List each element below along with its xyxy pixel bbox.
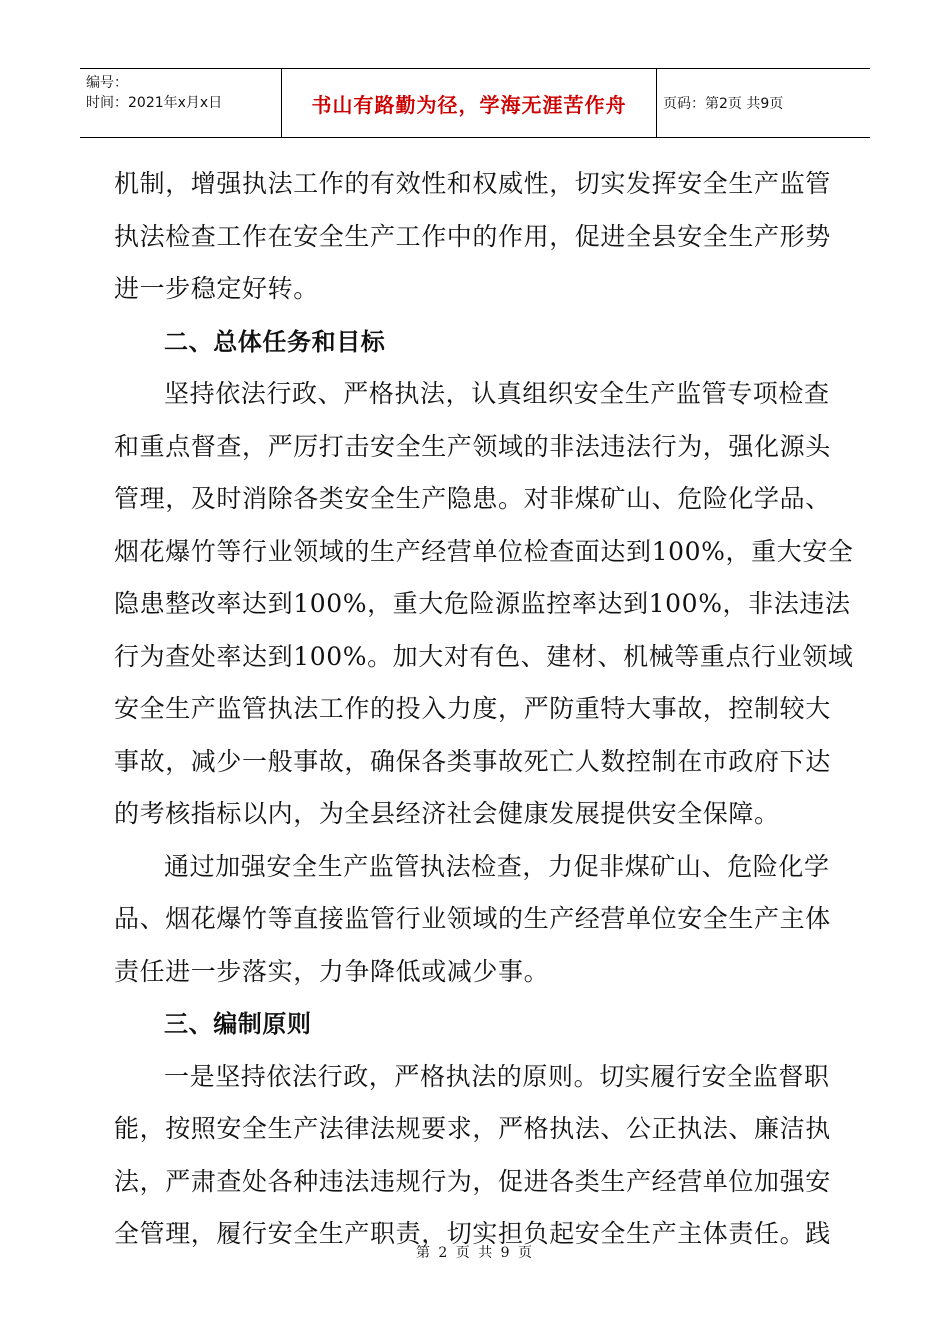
text-line: 行为查处率达到100%。加大对有色、建材、机械等重点行业领域 [114, 641, 854, 671]
text-line: 一是坚持依法行政，严格执法的原则。切实履行安全监督职 [164, 1061, 830, 1091]
header-meta [80, 69, 282, 137]
text-line: 事故，减少一般事故，确保各类事故死亡人数控制在市政府下达 [114, 746, 831, 776]
number-label: 编号： [86, 75, 128, 91]
header-motto: 书山有路勤为径，学海无涯苦作舟 [282, 69, 657, 137]
text-line: 执法检查工作在安全生产工作中的作用，促进全县安全生产形势 [114, 221, 831, 251]
text-line: 进一步稳定好转。 [114, 274, 319, 303]
text-line: 品、烟花爆竹等直接监管行业领域的生产经营单位安全生产主体 [114, 904, 831, 933]
text-line: 和重点督查，严厉打击安全生产领域的非法违法行为，强化源头 [114, 431, 831, 461]
text-line: 法，严肃查处各种违法违规行为，促进各类生产经营单位加强安 [114, 1166, 831, 1196]
text-line: 的考核指标以内，为全县经济社会健康发展提供安全保障。 [114, 799, 780, 828]
document-header [80, 68, 870, 138]
text-line: 机制，增强执法工作的有效性和权威性，切实发挥安全生产监管 [114, 169, 831, 198]
section-heading: 三、编制原则 [164, 1010, 312, 1038]
text-line: 管理，及时消除各类安全生产隐患。对非煤矿山、危险化学品、 [114, 484, 831, 513]
time-label: 时间：2021年x月x日 [86, 95, 223, 111]
text-line: 全管理，履行安全生产职责，切实担负起安全生产主体责任。践 [114, 1219, 831, 1248]
text-line: 坚持依法行政、严格执法，认真组织安全生产监管专项检查 [164, 379, 830, 408]
text-line: 责任进一步落实，力争降低或减少事。 [114, 956, 550, 986]
text-line: 烟花爆竹等行业领域的生产经营单位检查面达到100%，重大安全 [114, 536, 854, 566]
page-footer: 第 2 页 共 9 页 [415, 1245, 535, 1261]
text-line: 能，按照安全生产法律法规要求，严格执法、公正执法、廉洁执 [114, 1114, 831, 1143]
text-line: 通过加强安全生产监管执法检查，力促非煤矿山、危险化学 [164, 851, 830, 881]
section-heading: 二、总体任务和目标 [164, 327, 386, 356]
text-line: 隐患整改率达到100%，重大危险源监控率达到100%，非法违法 [114, 589, 851, 618]
document-body [114, 158, 854, 1261]
header-page-info: 页码：第2页 共9页 [663, 96, 784, 112]
text-line: 安全生产监管执法工作的投入力度，严防重特大事故，控制较大 [114, 694, 831, 723]
